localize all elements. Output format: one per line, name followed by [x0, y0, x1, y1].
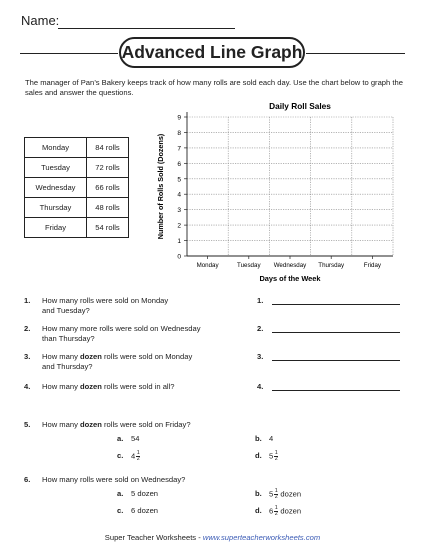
fraction: $\frac{1}{2}$ [274, 488, 278, 500]
answer-line[interactable] [272, 304, 400, 305]
x-tick-label: Thursday [318, 262, 345, 269]
answer-line[interactable] [272, 360, 400, 361]
table-cell-day: Tuesday [25, 158, 87, 178]
choice-letter: b. [255, 489, 262, 498]
question-number: 5. [24, 420, 31, 429]
choice-letter: a. [117, 434, 124, 443]
choice-option[interactable]: 5 $\frac{1}{2}$ dozen [269, 488, 302, 500]
y-axis-label: Number of Rolls Sold (Dozens) [156, 133, 165, 240]
y-tick-label: 4 [177, 191, 181, 199]
title-rule-right [306, 53, 405, 54]
fraction: $\frac{1}{2}$ [274, 450, 278, 462]
choice-option[interactable]: 4 $\frac{1}{2}$ [131, 450, 140, 462]
question-6 [24, 475, 186, 485]
page-title-text: Advanced Line Graph [121, 42, 303, 62]
y-tick-label: 6 [177, 160, 181, 168]
choice-letter: d. [255, 451, 262, 460]
y-tick-label: 2 [177, 222, 181, 230]
question-text: How many dozen rolls were sold in all? [42, 382, 175, 391]
choice-option[interactable]: 5 dozen [131, 489, 159, 498]
y-tick-label: 8 [177, 129, 181, 137]
footer-brand: Super Teacher Worksheets [104, 533, 197, 542]
answer-number: 1. [257, 296, 264, 305]
intro-text: The manager of Pan’s Bakery keeps track of how many rolls are sold each day. Use the chart below to graph the sales and answer the questions. [25, 78, 403, 97]
table-cell-rolls: 48 rolls [87, 198, 129, 218]
table-cell-rolls: 72 rolls [87, 158, 129, 178]
question-number: 6. [24, 475, 31, 484]
x-tick-label: Monday [196, 262, 219, 269]
question-2 [24, 324, 201, 343]
question-1 [24, 296, 169, 315]
chart-title: Daily Roll Sales [269, 101, 331, 111]
table-row [25, 198, 129, 218]
table-row [25, 138, 129, 158]
choice-letter: d. [255, 506, 262, 515]
rolls-table [24, 137, 129, 238]
choice-option[interactable]: 6 dozen [131, 506, 159, 515]
question-text: How many rolls were sold on Monday and Tuesday? [42, 296, 169, 315]
table-cell-rolls: 66 rolls [87, 178, 129, 198]
question-text: How many more rolls were sold on Wednesday than Thursday? [42, 324, 201, 343]
page-title [119, 37, 305, 68]
choice-letter: a. [117, 489, 124, 498]
choice-option[interactable]: 54 [131, 434, 140, 443]
table-row [25, 218, 129, 238]
question-text: How many dozen rolls were sold on Monday and Thursday? [42, 352, 193, 371]
table-row [25, 178, 129, 198]
y-tick-label: 0 [177, 253, 181, 261]
answer-line[interactable] [272, 390, 400, 391]
answer-number: 4. [257, 382, 264, 391]
table-cell-day: Monday [25, 138, 87, 158]
y-tick-label: 1 [177, 238, 181, 246]
choice-letter: c. [117, 506, 124, 515]
answer-number: 2. [257, 324, 264, 333]
choice-letter: c. [117, 451, 124, 460]
question-4 [24, 382, 175, 392]
table-cell-day: Thursday [25, 198, 87, 218]
name-field[interactable] [58, 28, 235, 29]
title-rule-left [20, 53, 118, 54]
table-cell-rolls: 84 rolls [87, 138, 129, 158]
table-cell-day: Friday [25, 218, 87, 238]
name-label: Name: [21, 13, 60, 28]
question-text: How many dozen rolls were sold on Friday? [42, 420, 191, 429]
choice-option[interactable]: 5 $\frac{1}{2}$ [269, 450, 278, 462]
x-tick-label: Tuesday [237, 262, 261, 269]
fraction: $\frac{1}{2}$ [274, 505, 278, 517]
choice-option[interactable]: 6 $\frac{1}{2}$ dozen [269, 505, 302, 517]
y-tick-label: 5 [177, 176, 181, 184]
x-tick-label: Friday [363, 262, 382, 269]
question-number: 4. [24, 382, 31, 391]
x-axis-label: Days of the Week [259, 274, 321, 283]
choice-option[interactable]: 4 [269, 434, 274, 443]
question-number: 2. [24, 324, 31, 333]
question-3 [24, 352, 193, 371]
footer-link[interactable]: www.superteacherworksheets.com [202, 533, 321, 542]
table-row [25, 158, 129, 178]
fraction: $\frac{1}{2}$ [136, 450, 140, 462]
answer-line[interactable] [272, 332, 400, 333]
table-cell-rolls: 54 rolls [87, 218, 129, 238]
y-tick-label: 9 [177, 114, 181, 122]
line-graph[interactable] [150, 100, 405, 290]
question-text: How many rolls were sold on Wednesday? [42, 475, 186, 484]
y-tick-label: 7 [177, 145, 181, 153]
question-number: 1. [24, 296, 31, 305]
answer-number: 3. [257, 352, 264, 361]
footer: Super Teacher Worksheets - www.superteacherworksheets.com [104, 533, 321, 542]
table-cell-day: Wednesday [25, 178, 87, 198]
choice-letter: b. [255, 434, 262, 443]
y-tick-label: 3 [177, 207, 181, 215]
question-number: 3. [24, 352, 31, 361]
question-5 [24, 420, 191, 430]
x-tick-label: Wednesday [273, 262, 307, 269]
